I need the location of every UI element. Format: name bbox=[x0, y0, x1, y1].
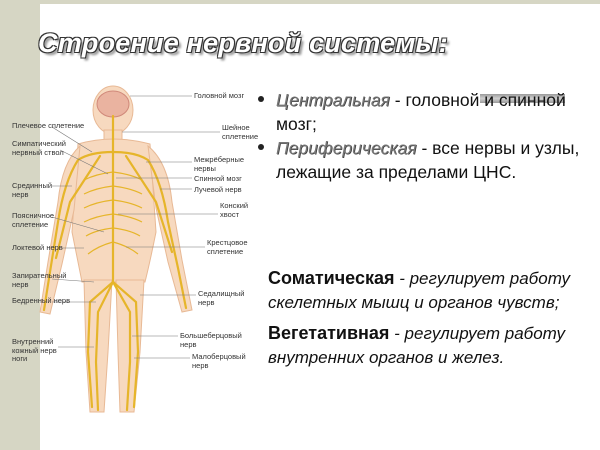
text-central: - головной и спинной мозг; bbox=[276, 90, 566, 134]
label-sciatic-nerve: Седалищный нерв bbox=[198, 289, 245, 307]
label-cauda-equina: Конский хвост bbox=[220, 201, 249, 219]
text-somatic: - регулирует работу скелетных мышц и органов чувств; bbox=[268, 269, 570, 312]
term-central: Центральная bbox=[276, 90, 390, 110]
label-lumbar-plexus: Поясничное сплетение bbox=[12, 211, 55, 229]
cns-pns-list bbox=[258, 88, 588, 184]
bullet-dot-icon bbox=[258, 144, 264, 150]
label-tibial-nerve: Большеберцовый нерв bbox=[180, 331, 242, 349]
label-intercostal-nerves: Межрёберные нервы bbox=[194, 155, 245, 173]
term-somatic: Соматическая bbox=[268, 268, 395, 288]
slide-title: Строение нервной системы: bbox=[38, 28, 448, 58]
text-peripheral: - все нервы и узлы, лежащие за пределами ЦНС. bbox=[276, 138, 580, 182]
bullet-dot-icon bbox=[258, 96, 264, 102]
label-sympathetic-trunk: Симпатический нервный ствол bbox=[12, 139, 66, 157]
label-radial-nerve: Лучевой нерв bbox=[194, 185, 242, 194]
paragraph-autonomic bbox=[268, 321, 593, 370]
label-median-nerve: Срединный нерв bbox=[12, 181, 53, 199]
label-saphenous-nerve: Внутренний кожный нерв ноги bbox=[12, 337, 57, 363]
label-ulnar-nerve: Локтевой нерв bbox=[12, 243, 63, 252]
label-peroneal-nerve: Малоберцовый нерв bbox=[192, 352, 246, 370]
list-item-peripheral bbox=[258, 136, 588, 184]
divisions-block bbox=[268, 266, 593, 376]
term-autonomic: Вегетативная bbox=[268, 323, 390, 343]
term-peripheral: Периферическая bbox=[276, 138, 417, 158]
decorative-top-rule bbox=[40, 0, 600, 4]
label-spinal-cord: Спинной мозг bbox=[194, 174, 242, 183]
text-autonomic: - регулирует работу внутренних органов и желез. bbox=[268, 324, 565, 367]
list-item-central bbox=[258, 88, 588, 136]
label-obturator-nerve: Запирательный нерв bbox=[12, 271, 67, 289]
label-brachial-plexus: Плечевое сплетение bbox=[12, 121, 85, 130]
nervous-system-figure bbox=[0, 82, 260, 422]
paragraph-somatic bbox=[268, 266, 593, 315]
label-sacral-plexus: Крестцовое сплетение bbox=[207, 238, 248, 256]
label-brain: Головной мозг bbox=[194, 91, 245, 100]
label-cervical-plexus: Шейное сплетение bbox=[222, 123, 259, 141]
label-femoral-nerve: Бедренный нерв bbox=[12, 296, 71, 305]
